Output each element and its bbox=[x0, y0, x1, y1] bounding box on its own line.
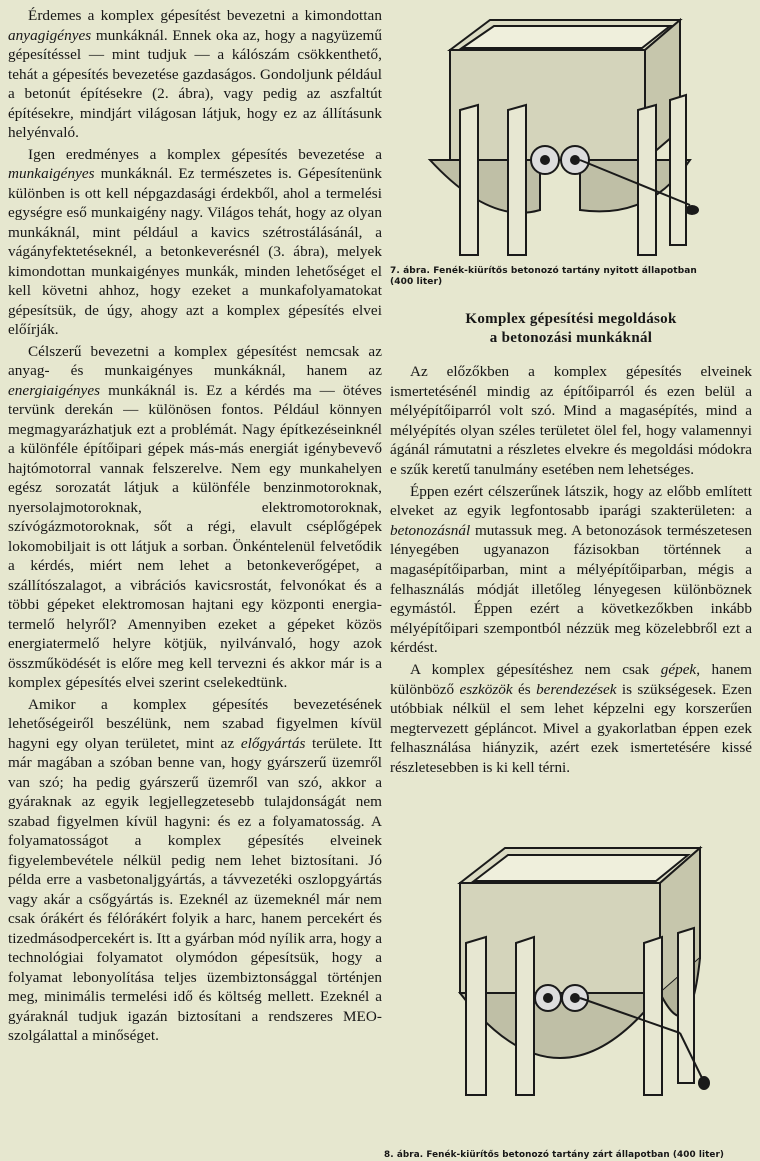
paragraph: Célszerű bevezetni a komplex gépesítést nemcsak az anyag- és munkaigényes munkáknál, hanem az energiaigényes munkáknál is. Ez a kérdés ma — ötéves tervünk derekán — különösen fontos. Például könnyen megmagyarázhatjuk ezt a problémát. Nagy építkezéseinknél a különféle építőipari gépek más-más energiát igénybevevő hajtómotorral vannak felszerelve. Nem egy munkahelyen egész sorozatát látjuk a különféle benzinmotoroknak, nyersolajmotoroknak, elektromotoroknak, szívógázmotoroknak, sőt a régi, elavult cséplőgépek lokomobiljait is ott látjuk a sorban. Önkéntelenül felvetődik a kérdés, miért nem lehet a betonkeverőgépet, a szállítószalagot, a vibrációs kavicsrostát, felvonókat és a többi gépeket elektromosan hajtani egy központi energia-termelő helyről? Amennyiben ezeket a gépeket közös energiatermelő helyre kötjük, nyilvánvaló, hogy azok összműködését is előre meg kell tervezni és akkor már is a komplex gépesítés elvei szerint cselekedtünk. bbox=[8, 342, 382, 691]
figure-7 bbox=[390, 8, 752, 260]
left-text-column bbox=[8, 6, 382, 1048]
right-column bbox=[384, 8, 752, 1161]
figure-7-caption: 7. ábra. Fenék-kiürítős betonozó tartány nyitott állapotban (400 liter) bbox=[390, 266, 697, 287]
paragraph: Igen eredményes a komplex gépesítés bevezetése a munkaigényes munkáknál. Ez természetes is. Gépesítenünk különben is ott kell népgazdasági érdekből, ahol a termelési egységre eső munkaigény nagy. Világos tehát, hogy az olyan munkáknál, mint például a kavics szétrostálásánál, a vágányfektetéseknél, a betonkeverésnél (3. ábra), melyek kimondottan munkaigényes munkák, minden lehetőséget el kell követni ahhoz, hogy ezeket a munkafolyamatokat gépesítsük, de úgy, ahogy azt a komplex gépesítés elvei előírják. bbox=[8, 145, 382, 338]
concrete-hopper-open-illustration bbox=[420, 10, 710, 260]
paragraph: Éppen ezért célszerűnek látszik, hogy az előbb említett elveket az egyik legfontosabb iparági szakterületen: a betonozásnál mutassuk meg. A betonozások természetesen lényegében ugyanazon fázisokban történnek a magasépítőiparban, mint a mélyépítőiparban, mégis a felhasználás módját illetőleg lényegesen különböznek egymástól. Éppen ezért a következőkben inkább mélyépítőipari szempontból nézzük meg közelebbről ezt a kérdést. bbox=[390, 482, 752, 657]
figure-8-caption: 8. ábra. Fenék-kiürítős betonozó tartány zárt állapotban (400 liter) bbox=[384, 1150, 725, 1161]
concrete-hopper-closed-illustration bbox=[430, 833, 730, 1101]
figure-8 bbox=[384, 833, 752, 1161]
section-heading: Komplex gépesítési megoldások a betonozási munkáknál bbox=[465, 311, 677, 346]
paragraph: Érdemes a komplex gépesítést bevezetni a kimondottan anyagigényes munkáknál. Ennek oka az, hogy a nagyüzemű gépesítéssel — mint tudjuk — a kálószám csökkenthető, tehát a gépesítés bevezetése gazdaságos. Gondoljunk például a betonút építésekre (2. ábra), vagy pedig az aszfaltút építésekre, mindjárt világosan látjuk, hogy ez az állításunk helyénvaló. bbox=[8, 7, 382, 141]
paragraph: Amikor a komplex gépesítés bevezetésének lehetőségeiről beszélünk, nem szabad figyelmen kívül hagyni egy olyan területet, mint az előgyártás területe. Itt már magában a szóban benne van, hogy gyárszerű üzemről van szó; ha pedig gyárszerű üzemről van szó, akkor a gyáraknak az egyik legjellegzetesebb tulajdonságát nem szabad figyelmen kívül hagyni: és ez a folyamatosság. A folyamatosságot a komplex gépesítés elveinek figyelembevétele nélkül pedig nem lehet biztosítani. Jó példa erre a vasbetonaljgyártás, a távvezetéki oszlopgyártás vagy akár a csőgyártás is. Ezeknél az üzemeknél már nem csak órákért és félórákért folyik a harc, hanem percekért és tizedmásodpercekért is. Itt a gyárban mód nyílik arra, hogy a technológiai folyamatot olymódon gépesítsük, hogy a folyamat lebonyolítása teljes üzembiztonsággal történjen meg, minimális termelési idő és költség mellett. Ezeknél a gyáraknál tudjuk igazán biztosítani a rendszeres MEO-szolgálattal a minőséget. bbox=[8, 695, 383, 1044]
paragraph: A komplex gépesítéshez nem csak gépek, hanem különböző eszközök és berendezések is szükségesek. Ezen utóbbiak nélkül el sem lehet képzelni egy korszerűen megtervezett gépláncot. Mivel a gyakorlatban éppen ezek felhasználása hiányzik, azért ezek ismertetésére kissé részletesebben is ki kell térni. bbox=[390, 660, 752, 776]
paragraph: Az előzőkben a komplex gépesítés elveinek ismertetésénél mindig az építőiparról és ezen belül a mélyépítőiparról volt szó. Mind a magasépítés, mind a mélyépítés olyan széles területet ölel fel, hogy valamennyi ágánál rámutatni a részletes elvekre és megoldási módokra e szűk keretű tanulmány esetében nem lehetséges. bbox=[390, 363, 752, 478]
